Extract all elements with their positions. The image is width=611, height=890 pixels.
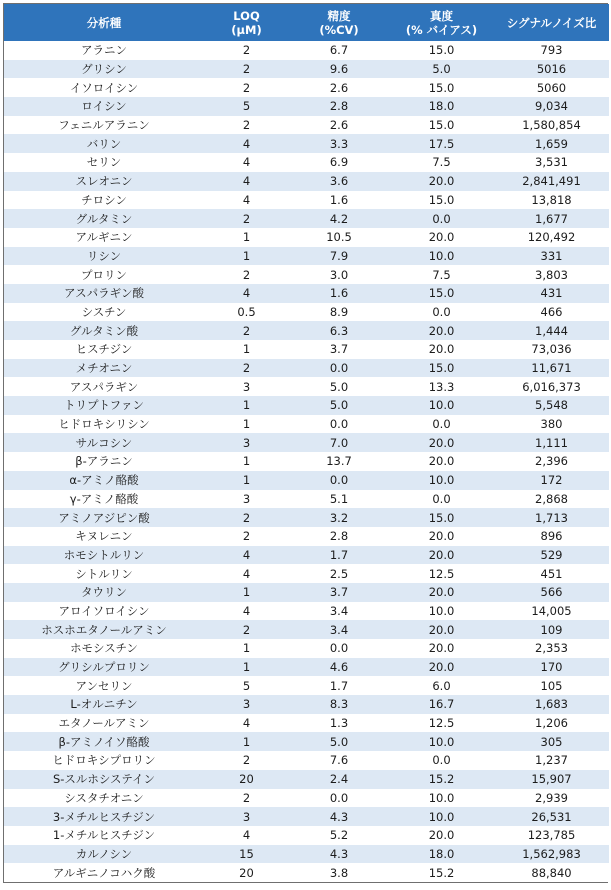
- loq-cell: 1: [242, 417, 251, 432]
- loq-cell: 20: [239, 865, 254, 880]
- precision-cell: 4.6: [329, 660, 349, 675]
- precision-cell: 9.6: [329, 62, 349, 77]
- table-row: [4, 191, 609, 210]
- accuracy-cell: 15.0: [428, 80, 455, 95]
- signal-noise-cell: 14,005: [531, 603, 572, 618]
- analyte-cell: ヒスチジン: [75, 342, 133, 357]
- table-row: [4, 546, 609, 565]
- loq-cell: 2: [242, 80, 251, 95]
- analyte-cell: プロリン: [81, 267, 127, 282]
- header-precision-label: 精度: [327, 8, 351, 23]
- analyte-cell: タウリン: [81, 585, 127, 600]
- analyte-cell: シスタチオニン: [64, 790, 144, 805]
- accuracy-cell: 15.0: [428, 361, 455, 376]
- loq-cell: 15: [239, 846, 254, 861]
- table-row: [4, 60, 609, 79]
- precision-cell: 2.5: [329, 566, 349, 581]
- precision-cell: 3.4: [329, 622, 349, 637]
- precision-cell: 5.0: [329, 398, 349, 413]
- analyte-cell: グルタミン: [75, 211, 133, 226]
- precision-cell: 0.0: [329, 790, 349, 805]
- loq-cell: 4: [242, 566, 251, 581]
- accuracy-cell: 10.0: [428, 473, 455, 488]
- analyte-cell: β-アラニン: [75, 454, 133, 469]
- analyte-cell: γ-アミノ酪酸: [69, 491, 139, 506]
- table-row: [4, 845, 609, 864]
- precision-cell: 6.7: [329, 43, 349, 58]
- analyte-cell: ロイシン: [81, 99, 127, 114]
- signal-noise-cell: 15,907: [531, 772, 572, 787]
- table-row: [4, 41, 609, 60]
- loq-cell: 2: [242, 43, 251, 58]
- signal-noise-cell: 11,671: [531, 361, 572, 376]
- loq-cell: 2: [242, 118, 251, 133]
- precision-cell: 2.6: [329, 118, 349, 133]
- analyte-cell: カルノシン: [75, 846, 133, 861]
- loq-cell: 4: [242, 174, 251, 189]
- precision-cell: 6.3: [329, 323, 349, 338]
- precision-cell: 8.3: [329, 697, 349, 712]
- loq-cell: 1: [242, 230, 251, 245]
- precision-cell: 7.6: [329, 753, 349, 768]
- signal-noise-cell: 529: [540, 547, 563, 562]
- signal-noise-cell: 1,237: [535, 753, 568, 768]
- analyte-cell: S-スルホシステイン: [52, 772, 156, 787]
- accuracy-cell: 7.5: [432, 267, 451, 282]
- table-row: [4, 247, 609, 266]
- precision-cell: 5.1: [329, 491, 349, 506]
- signal-noise-cell: 123,785: [527, 828, 576, 843]
- precision-cell: 2.4: [329, 772, 349, 787]
- table-row: [4, 321, 609, 340]
- table-row: [4, 508, 609, 527]
- table-row: [4, 695, 609, 714]
- analyte-cell: シトルリン: [75, 566, 133, 581]
- loq-cell: 2: [242, 361, 251, 376]
- table-row: [4, 583, 609, 602]
- header-row: [4, 4, 609, 41]
- signal-noise-cell: 380: [540, 417, 563, 432]
- accuracy-cell: 20.0: [428, 435, 455, 450]
- loq-cell: 2: [242, 211, 251, 226]
- signal-noise-cell: 1,659: [535, 136, 568, 151]
- analyte-cell: スレオニン: [75, 174, 133, 189]
- table-row: [4, 639, 609, 658]
- precision-cell: 4.2: [329, 211, 349, 226]
- signal-noise-cell: 1,683: [535, 697, 568, 712]
- accuracy-cell: 20.0: [428, 454, 455, 469]
- precision-cell: 8.9: [329, 304, 349, 319]
- table-row: [4, 396, 609, 415]
- loq-cell: 1: [242, 734, 251, 749]
- analyte-cell: ホモシトルリン: [63, 547, 145, 562]
- loq-cell: 2: [242, 62, 251, 77]
- signal-noise-cell: 2,396: [535, 454, 568, 469]
- accuracy-cell: 17.5: [428, 136, 455, 151]
- loq-cell: 3: [242, 491, 251, 506]
- signal-noise-cell: 1,562,983: [522, 846, 581, 861]
- table-row: [4, 826, 609, 845]
- loq-cell: 3: [242, 697, 251, 712]
- loq-cell: 1: [242, 454, 251, 469]
- signal-noise-cell: 1,677: [535, 211, 568, 226]
- table-row: [4, 602, 609, 621]
- signal-noise-cell: 3,803: [535, 267, 568, 282]
- table-row: [4, 471, 609, 490]
- table-row: [4, 377, 609, 396]
- precision-cell: 4.3: [329, 809, 349, 824]
- loq-cell: 2: [242, 510, 251, 525]
- analyte-cell: サルコシン: [75, 435, 133, 450]
- loq-cell: 4: [242, 547, 251, 562]
- analyte-cell: アスパラギン酸: [64, 286, 144, 301]
- accuracy-cell: 16.7: [428, 697, 455, 712]
- table-row: [4, 863, 609, 882]
- loq-cell: 20: [239, 772, 254, 787]
- precision-cell: 0.0: [329, 417, 349, 432]
- table-row: [4, 78, 609, 97]
- table-row: [4, 134, 609, 153]
- precision-cell: 5.2: [329, 828, 349, 843]
- precision-cell: 1.7: [329, 547, 349, 562]
- accuracy-cell: 20.0: [428, 342, 455, 357]
- analyte-cell: アラニン: [81, 43, 127, 58]
- precision-cell: 1.7: [329, 678, 349, 693]
- table-row: [4, 789, 609, 808]
- signal-noise-cell: 305: [540, 734, 563, 749]
- accuracy-cell: 15.0: [428, 510, 455, 525]
- accuracy-cell: 10.0: [428, 734, 455, 749]
- precision-cell: 10.5: [326, 230, 352, 245]
- loq-cell: 3: [242, 435, 251, 450]
- loq-cell: 4: [242, 286, 251, 301]
- table-row: [4, 770, 609, 789]
- precision-cell: 1.6: [329, 286, 349, 301]
- analyte-cell: アロイソロイシン: [58, 603, 150, 618]
- accuracy-cell: 12.5: [428, 716, 455, 731]
- analyte-cell: アルギニノコハク酸: [52, 865, 156, 880]
- analyte-cell: バリン: [86, 136, 122, 151]
- analyte-cell: フェニルアラニン: [58, 118, 150, 133]
- table-row: [4, 714, 609, 733]
- signal-noise-cell: 331: [540, 248, 563, 263]
- table-row: [4, 807, 609, 826]
- precision-cell: 5.0: [329, 734, 349, 749]
- precision-cell: 0.0: [329, 641, 349, 656]
- loq-cell: 1: [242, 248, 251, 263]
- table-row: [4, 284, 609, 303]
- analyte-cell: α-アミノ酪酸: [69, 473, 139, 488]
- signal-noise-cell: 120,492: [527, 230, 576, 245]
- precision-cell: 3.0: [329, 267, 349, 282]
- table-row: [4, 452, 609, 471]
- loq-cell: 1: [242, 641, 251, 656]
- precision-cell: 2.8: [329, 99, 349, 114]
- precision-cell: 1.3: [329, 716, 349, 731]
- signal-noise-cell: 1,580,854: [522, 118, 581, 133]
- precision-cell: 5.0: [329, 379, 349, 394]
- signal-noise-cell: 566: [540, 585, 563, 600]
- accuracy-cell: 20.0: [428, 230, 455, 245]
- analyte-cell: ホスホエタノールアミン: [41, 622, 167, 637]
- accuracy-cell: 20.0: [428, 660, 455, 675]
- analyte-cell: アルギニン: [75, 230, 133, 245]
- precision-cell: 3.7: [329, 585, 349, 600]
- table-row: [4, 490, 609, 509]
- signal-noise-cell: 88,840: [531, 865, 572, 880]
- header-accuracy-label: 真度: [430, 8, 453, 23]
- loq-cell: 2: [242, 622, 251, 637]
- loq-cell: 2: [242, 790, 251, 805]
- accuracy-cell: 15.2: [428, 865, 455, 880]
- precision-cell: 13.7: [326, 454, 352, 469]
- signal-noise-cell: 26,531: [531, 809, 572, 824]
- accuracy-cell: 18.0: [428, 99, 455, 114]
- signal-noise-cell: 3,531: [535, 155, 568, 170]
- table-row: [4, 564, 609, 583]
- precision-cell: 0.0: [329, 473, 349, 488]
- table-row: [4, 415, 609, 434]
- precision-cell: 3.6: [329, 174, 349, 189]
- table-row: [4, 340, 609, 359]
- signal-noise-cell: 105: [540, 678, 563, 693]
- analyte-cell: ヒドロキシプロリン: [52, 753, 156, 768]
- analyte-cell: シスチン: [81, 304, 127, 319]
- header-loq-unit: (μM): [231, 22, 262, 37]
- analyte-cell: アスパラギン: [69, 379, 139, 394]
- signal-noise-cell: 5060: [536, 80, 567, 95]
- accuracy-cell: 20.0: [428, 547, 455, 562]
- signal-noise-cell: 109: [540, 622, 563, 637]
- signal-noise-cell: 431: [540, 286, 563, 301]
- loq-cell: 3: [242, 379, 251, 394]
- header-accuracy-unit: (% バイアス): [405, 22, 478, 37]
- header-analyte: [4, 4, 204, 41]
- accuracy-cell: 18.0: [428, 846, 455, 861]
- accuracy-cell: 15.2: [428, 772, 455, 787]
- precision-cell: 3.7: [329, 342, 349, 357]
- accuracy-cell: 20.0: [428, 585, 455, 600]
- precision-cell: 1.6: [329, 192, 349, 207]
- precision-cell: 4.3: [329, 846, 349, 861]
- precision-cell: 2.8: [329, 529, 349, 544]
- signal-noise-cell: 793: [540, 43, 563, 58]
- accuracy-cell: 0.0: [432, 753, 451, 768]
- loq-cell: 4: [242, 155, 251, 170]
- analyte-cell: キヌレニン: [75, 529, 133, 544]
- table-row: [4, 172, 609, 191]
- analyte-cell: イソロイシン: [69, 80, 139, 95]
- table-row: [4, 209, 609, 228]
- loq-cell: 2: [242, 753, 251, 768]
- header-precision-unit: (%CV): [319, 22, 359, 37]
- accuracy-cell: 20.0: [428, 622, 455, 637]
- loq-cell: 1: [242, 473, 251, 488]
- accuracy-cell: 0.0: [432, 304, 451, 319]
- accuracy-cell: 15.0: [428, 118, 455, 133]
- analyte-cell: メチオニン: [75, 361, 133, 376]
- table-row: [4, 751, 609, 770]
- signal-noise-cell: 172: [540, 473, 563, 488]
- table-row: [4, 116, 609, 135]
- analyte-cell: グルタミン酸: [69, 323, 139, 338]
- table-row: [4, 265, 609, 284]
- analyte-cell: アンセリン: [75, 678, 133, 693]
- analyte-cell: リシン: [86, 248, 122, 263]
- accuracy-cell: 20.0: [428, 529, 455, 544]
- analyte-cell: ホモシスチン: [70, 641, 138, 656]
- accuracy-cell: 10.0: [428, 398, 455, 413]
- precision-cell: 7.0: [329, 435, 349, 450]
- loq-cell: 5: [242, 99, 251, 114]
- analyte-cell: 1-メチルヒスチジン: [52, 828, 156, 843]
- loq-cell: 1: [242, 660, 251, 675]
- table-row: [4, 228, 609, 247]
- loq-cell: 2: [242, 529, 251, 544]
- table-header: [4, 4, 609, 41]
- signal-noise-cell: 896: [540, 529, 563, 544]
- analyte-cell: L-オルニチン: [70, 697, 138, 712]
- accuracy-cell: 7.5: [432, 155, 451, 170]
- signal-noise-cell: 170: [540, 660, 563, 675]
- loq-cell: 4: [242, 828, 251, 843]
- accuracy-cell: 6.0: [432, 678, 451, 693]
- analyte-cell: エタノールアミン: [58, 716, 150, 731]
- table-row: [4, 620, 609, 639]
- table-row: [4, 676, 609, 695]
- signal-noise-cell: 9,034: [535, 99, 568, 114]
- analyte-cell: グリシルプロリン: [58, 660, 150, 675]
- table-row: [4, 658, 609, 677]
- table-row: [4, 527, 609, 546]
- signal-noise-cell: 5016: [536, 62, 567, 77]
- accuracy-cell: 15.0: [428, 43, 455, 58]
- signal-noise-cell: 1,444: [535, 323, 568, 338]
- table-row: [4, 97, 609, 116]
- table-row: [4, 732, 609, 751]
- loq-cell: 4: [242, 192, 251, 207]
- accuracy-cell: 10.0: [428, 790, 455, 805]
- table-body: [4, 41, 609, 882]
- signal-noise-cell: 466: [540, 304, 563, 319]
- precision-cell: 3.8: [329, 865, 349, 880]
- loq-cell: 4: [242, 136, 251, 151]
- signal-noise-cell: 2,353: [535, 641, 568, 656]
- signal-noise-cell: 2,841,491: [522, 174, 581, 189]
- analyte-cell: β-アミノイソ酪酸: [58, 734, 150, 749]
- accuracy-cell: 15.0: [428, 192, 455, 207]
- header-precision: [289, 4, 389, 41]
- amino-acid-table: [3, 3, 608, 883]
- accuracy-cell: 10.0: [428, 603, 455, 618]
- header-signal-noise: [494, 4, 609, 41]
- analyte-cell: 3-メチルヒスチジン: [52, 809, 156, 824]
- precision-cell: 3.3: [329, 136, 349, 151]
- signal-noise-cell: 2,939: [535, 790, 568, 805]
- accuracy-cell: 0.0: [432, 491, 451, 506]
- precision-cell: 7.9: [329, 248, 349, 263]
- analyte-cell: セリン: [86, 155, 122, 170]
- accuracy-cell: 0.0: [432, 211, 451, 226]
- analyte-cell: トリプトファン: [64, 398, 144, 413]
- loq-cell: 4: [242, 603, 251, 618]
- loq-cell: 1: [242, 398, 251, 413]
- loq-cell: 1: [242, 585, 251, 600]
- signal-noise-cell: 73,036: [531, 342, 572, 357]
- loq-cell: 5: [242, 678, 251, 693]
- analyte-cell: グリシン: [81, 62, 127, 77]
- header-analyte-label: 分析種: [86, 15, 122, 30]
- signal-noise-cell: 451: [540, 566, 563, 581]
- accuracy-cell: 10.0: [428, 248, 455, 263]
- table-row: [4, 359, 609, 378]
- header-accuracy: [389, 4, 494, 41]
- accuracy-cell: 0.0: [432, 417, 451, 432]
- loq-cell: 1: [242, 342, 251, 357]
- accuracy-cell: 20.0: [428, 174, 455, 189]
- loq-cell: 2: [242, 323, 251, 338]
- analyte-cell: アミノアジピン酸: [58, 510, 150, 525]
- precision-cell: 0.0: [329, 361, 349, 376]
- table-row: [4, 433, 609, 452]
- signal-noise-cell: 5,548: [535, 398, 568, 413]
- precision-cell: 6.9: [329, 155, 349, 170]
- analyte-cell: チロシン: [81, 192, 127, 207]
- precision-cell: 3.4: [329, 603, 349, 618]
- loq-cell: 2: [242, 267, 251, 282]
- signal-noise-cell: 13,818: [531, 192, 572, 207]
- accuracy-cell: 13.3: [428, 379, 455, 394]
- header-signal-noise-label: シグナルノイズ比: [506, 15, 597, 30]
- accuracy-cell: 5.0: [432, 62, 451, 77]
- signal-noise-cell: 6,016,373: [522, 379, 581, 394]
- accuracy-cell: 10.0: [428, 809, 455, 824]
- data-table: [4, 4, 609, 882]
- accuracy-cell: 20.0: [428, 641, 455, 656]
- table-row: [4, 153, 609, 172]
- analyte-cell: ヒドロキシリシン: [58, 417, 150, 432]
- loq-cell: 4: [242, 716, 251, 731]
- signal-noise-cell: 1,206: [535, 716, 568, 731]
- signal-noise-cell: 2,868: [535, 491, 568, 506]
- table-row: [4, 303, 609, 322]
- accuracy-cell: 12.5: [428, 566, 455, 581]
- accuracy-cell: 15.0: [428, 286, 455, 301]
- loq-cell: 3: [242, 809, 251, 824]
- accuracy-cell: 20.0: [428, 828, 455, 843]
- header-loq-label: LOQ: [233, 8, 260, 23]
- loq-cell: 0.5: [237, 304, 256, 319]
- accuracy-cell: 20.0: [428, 323, 455, 338]
- header-loq: [204, 4, 289, 41]
- signal-noise-cell: 1,111: [535, 435, 568, 450]
- signal-noise-cell: 1,713: [535, 510, 568, 525]
- precision-cell: 3.2: [329, 510, 349, 525]
- precision-cell: 2.6: [329, 80, 349, 95]
